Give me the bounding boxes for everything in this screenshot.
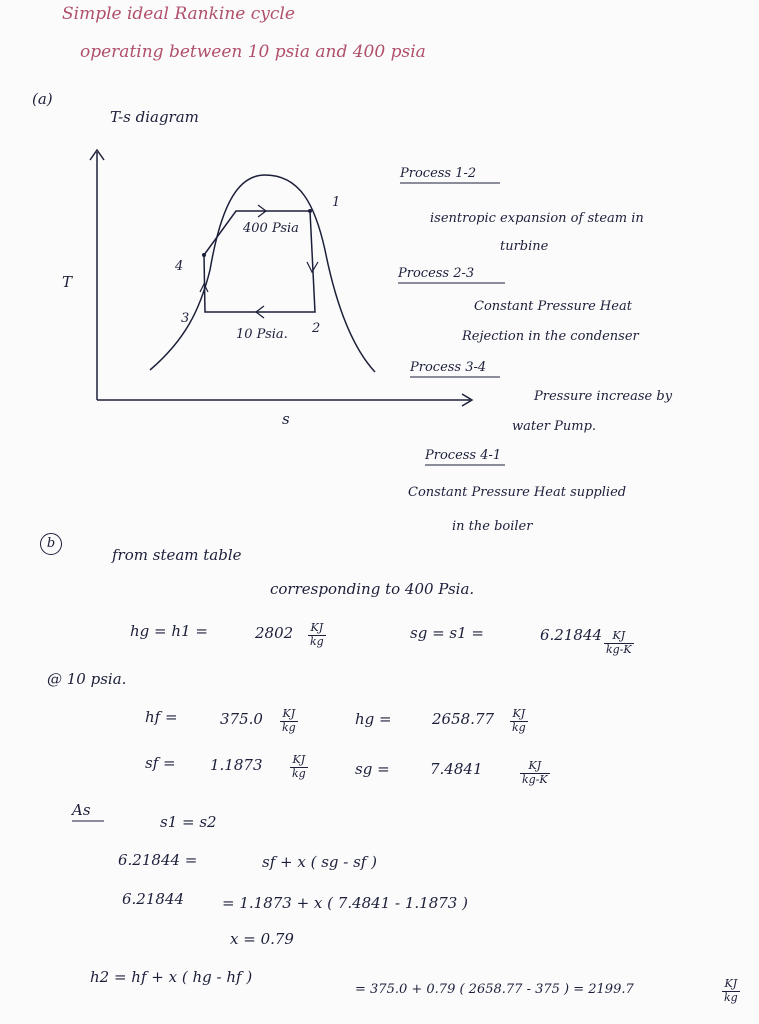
point-label-4: 4 <box>175 259 184 274</box>
process-3-4-title: Process 3-4 <box>410 360 487 375</box>
part-b-intro: from steam table <box>112 546 242 564</box>
as-label: As <box>72 801 91 819</box>
hg2-lhs: hg = <box>355 710 392 728</box>
eq2-lhs: 6.21844 <box>122 890 185 908</box>
sf-value: 1.1873 <box>210 756 263 774</box>
eq1-lhs: 6.21844 = <box>118 851 198 869</box>
unit-kj-kg-2: $\frac{KJ}{kg}$ <box>282 707 296 734</box>
unit-kj-kgk-2: $\frac{KJ}{kg-K}$ <box>522 759 548 786</box>
part-a-marker: (a) <box>32 90 53 108</box>
process-2-3-line1: Constant Pressure Heat <box>474 299 632 314</box>
hg-h1-value: 2802 <box>255 624 294 642</box>
hf-value: 375.0 <box>220 710 263 728</box>
unit-kj-kg-4: $\frac{KJ}{kg}$ <box>292 753 306 780</box>
hg-h1-lhs: hg = h1 = <box>130 622 208 640</box>
at-10-psia: @ 10 psia. <box>47 670 127 688</box>
axis-label-t: T <box>62 273 73 291</box>
sg-s1-lhs: sg = s1 = <box>410 624 484 642</box>
part-b-marker: b <box>40 533 62 555</box>
saturation-dome <box>150 175 375 372</box>
process-1-2-title: Process 1-2 <box>400 166 477 181</box>
unit-kj-kg-1: $\frac{KJ}{kg}$ <box>310 621 324 648</box>
unit-kj-kgk-1: $\frac{KJ}{kg-K}$ <box>606 629 632 656</box>
process-2-3-title: Process 2-3 <box>398 266 475 281</box>
sg-s1-value: 6.21844 <box>540 626 603 644</box>
state-point-1 <box>308 209 312 213</box>
process-2-3-line2: Rejection in the condenser <box>462 329 639 344</box>
label-400-psia: 400 Psia <box>243 221 299 236</box>
process-4-1-line2: in the boiler <box>452 519 533 534</box>
process-1-2-line2: turbine <box>500 239 549 254</box>
eq-h2-rhs: = 375.0 + 0.79 ( 2658.77 - 375 ) = 2199.7 <box>355 982 634 997</box>
eq-h2-lhs: h2 = hf + x ( hg - hf ) <box>90 968 253 986</box>
sf-lhs: sf = <box>145 754 176 772</box>
eq-s1-s2: s1 = s2 <box>160 813 217 831</box>
point-label-2: 2 <box>312 321 321 336</box>
eq2-rhs: = 1.1873 + x ( 7.4841 - 1.1873 ) <box>222 894 468 912</box>
part-a-title: T-s diagram <box>110 108 199 126</box>
hg2-value: 2658.77 <box>432 710 495 728</box>
point-label-3: 3 <box>181 311 190 326</box>
eq-x-result: x = 0.79 <box>230 930 294 948</box>
page-title: Simple ideal Rankine cycle <box>62 4 295 24</box>
state-point-4 <box>202 253 206 257</box>
process-3-4-line2: water Pump. <box>512 419 597 434</box>
process-1-2-line1: isentropic expansion of steam in <box>430 211 644 226</box>
sg2-value: 7.4841 <box>430 760 483 778</box>
unit-kj-kg-5: $\frac{KJ}{kg}$ <box>724 977 738 1004</box>
corresponding-400: corresponding to 400 Psia. <box>270 580 475 598</box>
label-10-psia: 10 Psia. <box>236 327 288 342</box>
page-subtitle: operating between 10 psia and 400 psia <box>80 42 426 62</box>
axis-label-s: s <box>282 410 290 428</box>
eq1-rhs: sf + x ( sg - sf ) <box>262 853 377 871</box>
point-label-1: 1 <box>332 195 341 210</box>
process-4-1-line1: Constant Pressure Heat supplied <box>408 485 627 500</box>
unit-kj-kg-3: $\frac{KJ}{kg}$ <box>512 707 526 734</box>
hf-lhs: hf = <box>145 708 178 726</box>
process-4-1-title: Process 4-1 <box>425 448 502 463</box>
process-3-4-line1: Pressure increase by <box>534 389 673 404</box>
sg2-lhs: sg = <box>355 760 390 778</box>
